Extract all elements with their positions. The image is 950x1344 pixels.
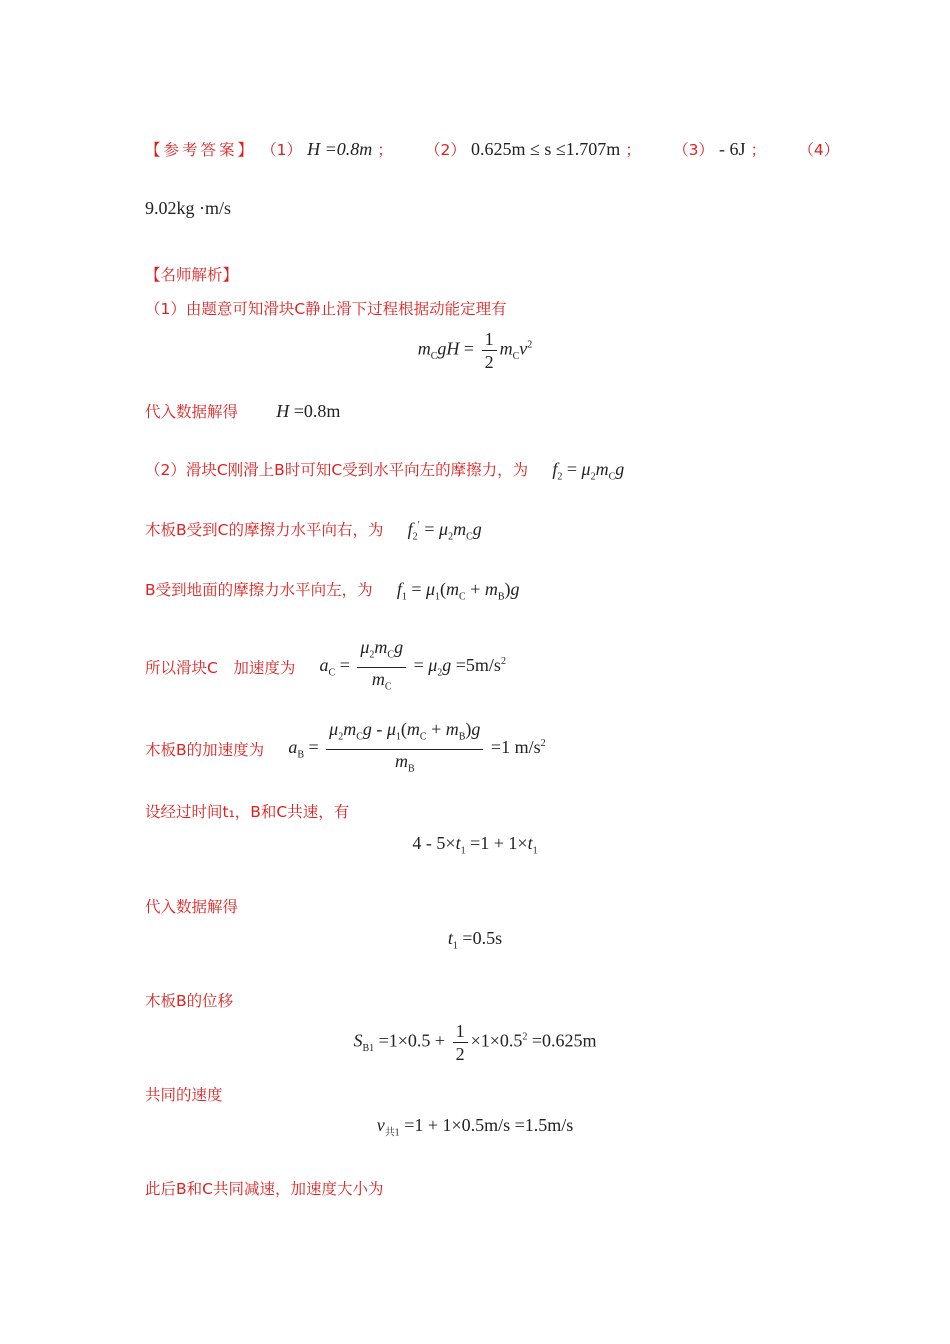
equation-8: $4 - 5\times t_1 =1 + 1\times t_1$ — [412, 833, 538, 857]
equation-11: $v_{共1} =1 + 1\times 0.5m/s =1.5m/s$ — [376, 1115, 574, 1139]
answer-part-3-value: - 6J — [719, 139, 746, 159]
analysis-label: 【名师解析】 — [145, 266, 239, 284]
analysis-step-3: （2）滑块C刚滑上B时可知C受到水平向左的摩擦力，为 — [145, 461, 529, 479]
answer-part-1-label: （1） — [261, 141, 302, 159]
analysis-step-4: 木板B受到C的摩擦力水平向右，为 — [145, 521, 384, 539]
analysis-step-5-line — [145, 578, 520, 603]
answer-separator: ； — [377, 141, 393, 159]
analysis-step-1: （1）由题意可知滑块C静止滑下过程根据动能定理有 — [145, 300, 507, 318]
analysis-step-12: 此后B和C共同减速，加速度大小为 — [145, 1180, 384, 1198]
answer-part-1-value: H =0.8m — [307, 139, 373, 159]
analysis-step-7-line — [145, 718, 546, 780]
answer-part-2-label: （2） — [425, 141, 466, 159]
answer-line — [145, 138, 839, 160]
answer-part-3-label: （3） — [673, 141, 714, 159]
equation-5: $f_1 = \mu_1(m_C + m_B)g$ — [396, 579, 520, 603]
answer-part-4-label: （4） — [798, 141, 840, 159]
analysis-step-8: 设经过时间t₁，B和C共速，有 — [145, 803, 350, 821]
analysis-step-3-line — [145, 458, 624, 483]
answer-label: 【参考答案】 — [145, 141, 257, 159]
analysis-step-10: 木板B的位移 — [145, 992, 234, 1010]
analysis-step-7: 木板B的加速度为 — [145, 741, 265, 760]
answer-part-2-value: 0.625m ≤ s ≤1.707m — [471, 139, 621, 159]
answer-separator: ； — [750, 141, 767, 159]
equation-4: $f_2' = \mu_2m_Cg$ — [407, 519, 482, 543]
analysis-step-11: 共同的速度 — [145, 1086, 223, 1104]
analysis-step-2-line: 代入数据解得 H =0.8m — [145, 401, 341, 421]
analysis-step-6-line — [145, 636, 506, 698]
answer-separator: ； — [625, 141, 641, 159]
equation-9: $t_1 =0.5s$ — [447, 928, 503, 952]
equation-7: $a_B$ = $\frac{\mu_2m_Cg - \mu_1(m_C + m_B)g}{m_B}$ =1 $m/s^2$ — [288, 719, 546, 775]
analysis-step-6: 所以滑块C 加速度为 — [145, 659, 296, 678]
equation-3: $f_2 = \mu_2m_Cg$ — [552, 459, 625, 483]
equation-1: $m_CgH$ = $\frac{1}{2}$ $m_Cv^2$ — [417, 329, 533, 372]
equation-6: $a_C$ = $\frac{\mu_2m_Cg}{m_C}$ = $\mu_2g =5m/s^2$ — [319, 637, 506, 693]
analysis-step-9: 代入数据解得 — [145, 898, 239, 916]
equation-2: H — [276, 401, 290, 421]
answer-part-4-value: 9.02kg ·m/s — [145, 198, 232, 218]
analysis-step-2: 代入数据解得 — [145, 403, 239, 421]
analysis-step-5: B受到地面的摩擦力水平向左，为 — [145, 581, 373, 599]
analysis-step-4-line — [145, 518, 482, 543]
equation-10: $S_{B1} =1\times 0.5$ + $\frac{1}{2}$ $\times 1\times 0.5^2 =0.625m$ — [353, 1021, 597, 1064]
